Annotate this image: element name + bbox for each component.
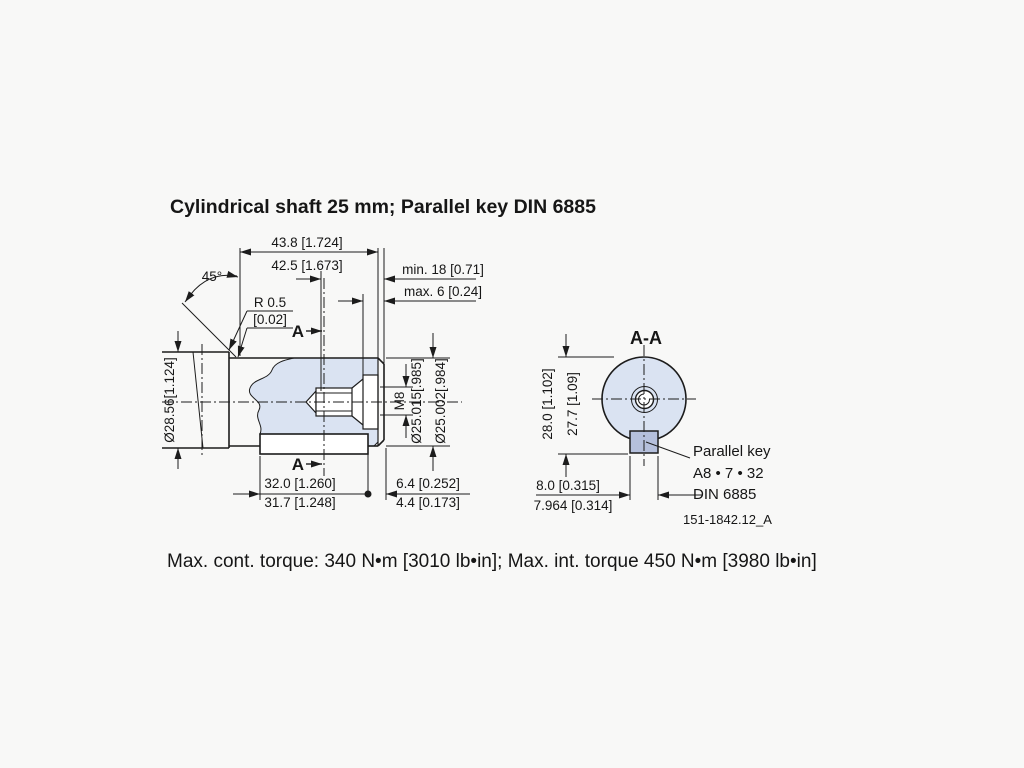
dim-total-height-min: 27.7 [1.09] [565,372,580,436]
key-note-line2: A8 • 7 • 32 [693,465,764,482]
page-title: Cylindrical shaft 25 mm; Parallel key DIN 6885 [170,196,596,218]
dimension-origin-dot [365,491,372,498]
side-view [162,235,484,510]
dim-key-length-min: 31.7 [1.248] [264,495,336,510]
drawing-number: 151-1842.12_A [683,512,772,527]
dim-plain-depth: max. 6 [0.24] [403,284,483,299]
dim-length-max: 43.8 [1.724] [271,235,343,250]
section-title: A-A [630,328,662,348]
dim-key-end-min: 4.4 [0.173] [396,495,460,510]
dim-fillet-radius-inch: [0.02] [253,312,287,327]
torque-note: Max. cont. torque: 340 N•m [3010 lb•in]; Max. int. torque 450 N•m [3980 lb•in] [167,551,817,572]
key-side-view [260,434,368,454]
dim-total-height-max: 28.0 [1.102] [540,368,555,440]
section-view [534,328,773,527]
chamfer-construction-line [182,303,236,357]
dim-chamfer-angle: 45° [201,269,223,284]
dim-length-min: 42.5 [1.673] [271,258,343,273]
dim-shaft-diameter-max: Ø25.015[.985] [409,358,424,444]
dim-fillet-radius: R 0.5 [253,295,287,310]
dim-thread-size: M8 [392,391,407,411]
dim-shaft-diameter-min: Ø25.002[.984] [433,358,448,444]
dim-key-width-max: 8.0 [0.315] [536,478,600,493]
section-marker-bottom: A [291,455,304,474]
section-marker-top: A [291,322,304,341]
key-note-line3: DIN 6885 [693,486,757,503]
dim-shoulder-diameter: Ø28.56[1.124] [162,357,177,443]
dim-key-width-min: 7.964 [0.314] [533,498,613,513]
dim-thread-depth: min. 18 [0.71] [402,262,484,277]
key-note-line1: Parallel key [693,443,771,460]
dim-key-length-max: 32.0 [1.260] [264,476,336,491]
dim-key-end-max: 6.4 [0.252] [396,476,460,491]
